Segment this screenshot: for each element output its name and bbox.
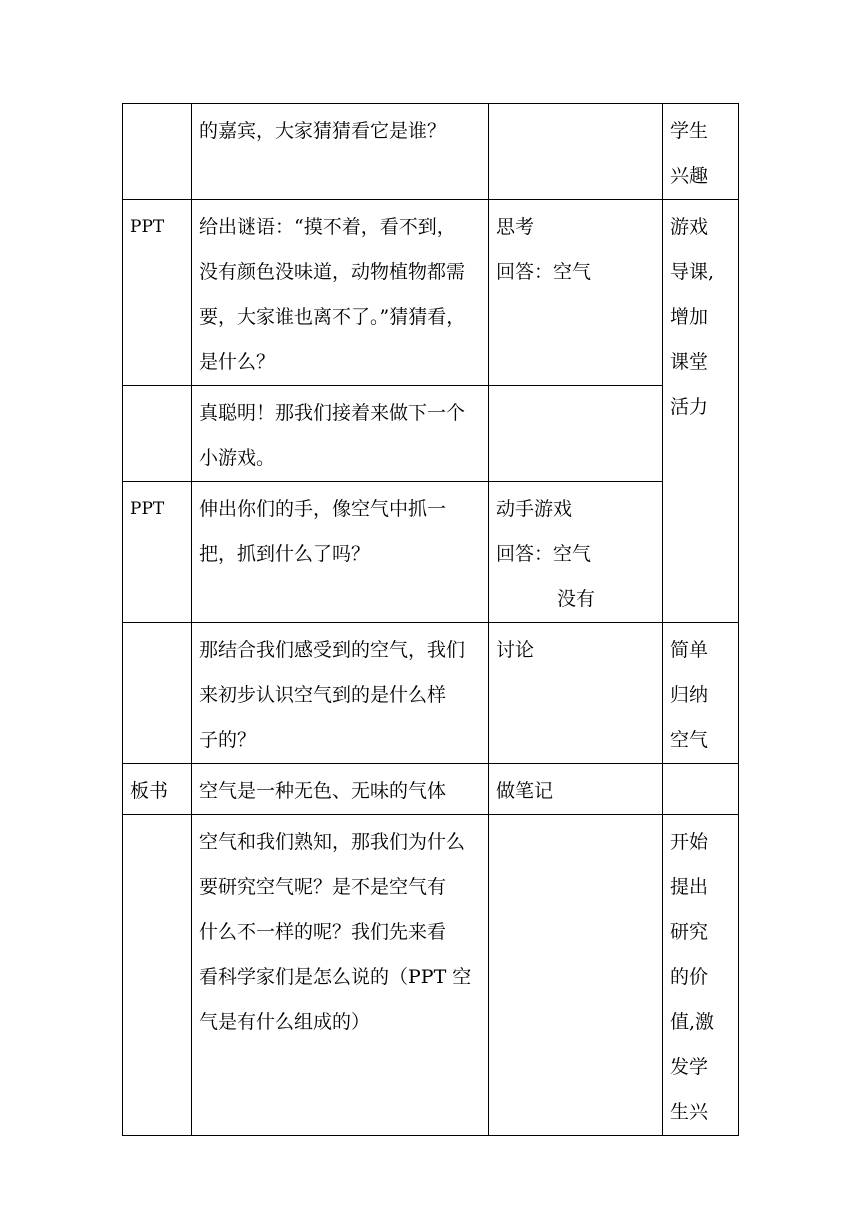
text-line: 发学 [670, 1056, 709, 1078]
student-activity-cell [489, 200, 663, 386]
resource-cell [123, 104, 192, 200]
intent-cell [663, 623, 739, 764]
teacher-activity-cell [192, 200, 489, 386]
text-line: 的嘉宾，大家猜猜看它是谁？ [199, 120, 447, 142]
text-line: 做笔记 [496, 780, 554, 802]
text-line: 小游戏。 [199, 447, 276, 469]
table-row [123, 623, 739, 764]
table-row [123, 386, 739, 482]
resource-cell [123, 482, 192, 623]
text-line: 子的？ [199, 729, 257, 751]
lesson-plan-table [122, 103, 739, 1136]
resource-cell [123, 815, 192, 1136]
text-line: 值,激 [670, 1011, 715, 1033]
table-row [123, 104, 739, 200]
table-row [123, 815, 739, 1136]
resource-cell [123, 623, 192, 764]
text-line: 给出谜语：“摸不着，看不到， [199, 216, 456, 238]
teacher-activity-cell [192, 623, 489, 764]
text-line: 思考 [496, 216, 535, 238]
text-line: 开始 [670, 831, 709, 853]
text-line: 是什么？ [199, 351, 276, 373]
text-line: 气是有什么组成的） [199, 1011, 371, 1033]
student-activity-cell [489, 386, 663, 482]
text-line: 活力 [670, 396, 709, 418]
text-line: 空气和我们熟知，那我们为什么 [199, 831, 466, 853]
table-row [123, 482, 739, 623]
text-line: 回答：空气 [496, 261, 592, 283]
text-line: 没有颜色没味道，动物植物都需 [199, 261, 466, 283]
resource-cell [123, 386, 192, 482]
text-line: 看科学家们是怎么说的（PPT 空 [199, 966, 472, 988]
text-line: 的价 [670, 966, 709, 988]
table-row [123, 764, 739, 815]
text-line: 空气 [670, 729, 709, 751]
text-line: 研究 [670, 921, 709, 943]
text-line: 兴趣 [670, 165, 709, 187]
text-line: 板书 [130, 780, 169, 802]
text-line: 伸出你们的手，像空气中抓一 [199, 498, 447, 520]
teacher-activity-cell [192, 482, 489, 623]
text-line: 空气是一种无色、无味的气体 [199, 780, 447, 802]
teacher-activity-cell [192, 764, 489, 815]
text-line: 学生 [670, 120, 709, 142]
text-line: 没有 [557, 588, 596, 610]
intent-cell [663, 104, 739, 200]
text-line: 真聪明！那我们接着来做下一个 [199, 402, 466, 424]
text-line: 增加 [670, 306, 709, 328]
text-line: 简单 [670, 639, 709, 661]
intent-cell [663, 815, 739, 1136]
teacher-activity-cell [192, 104, 489, 200]
teacher-activity-cell [192, 815, 489, 1136]
intent-cell [663, 764, 739, 815]
resource-cell [123, 764, 192, 815]
text-line: 来初步认识空气到的是什么样 [199, 684, 447, 706]
text-line: 回答：空气 [496, 543, 592, 565]
text-line: PPT [130, 499, 165, 519]
text-line: 那结合我们感受到的空气，我们 [199, 639, 466, 661]
text-line: 课堂 [670, 351, 709, 373]
resource-cell [123, 200, 192, 386]
text-line: 讨论 [496, 639, 535, 661]
text-line: 提出 [670, 876, 709, 898]
text-line: 动手游戏 [496, 498, 573, 520]
text-line: 把，抓到什么了吗？ [199, 543, 371, 565]
table-row [123, 200, 739, 386]
intent-cell [663, 200, 739, 623]
student-activity-cell [489, 104, 663, 200]
text-line: PPT [130, 217, 165, 237]
text-line: 游戏 [670, 216, 709, 238]
text-line: 归纳 [670, 684, 709, 706]
student-activity-cell [489, 482, 663, 623]
text-line: 要研究空气呢？是不是空气有 [199, 876, 447, 898]
text-line: 导课, [670, 261, 715, 283]
student-activity-cell [489, 815, 663, 1136]
student-activity-cell [489, 764, 663, 815]
text-line: 什么不一样的呢？我们先来看 [199, 921, 447, 943]
student-activity-cell [489, 623, 663, 764]
text-line: 要，大家谁也离不了。”猜猜看， [199, 306, 466, 328]
text-line: 生兴 [670, 1101, 709, 1123]
teacher-activity-cell [192, 386, 489, 482]
